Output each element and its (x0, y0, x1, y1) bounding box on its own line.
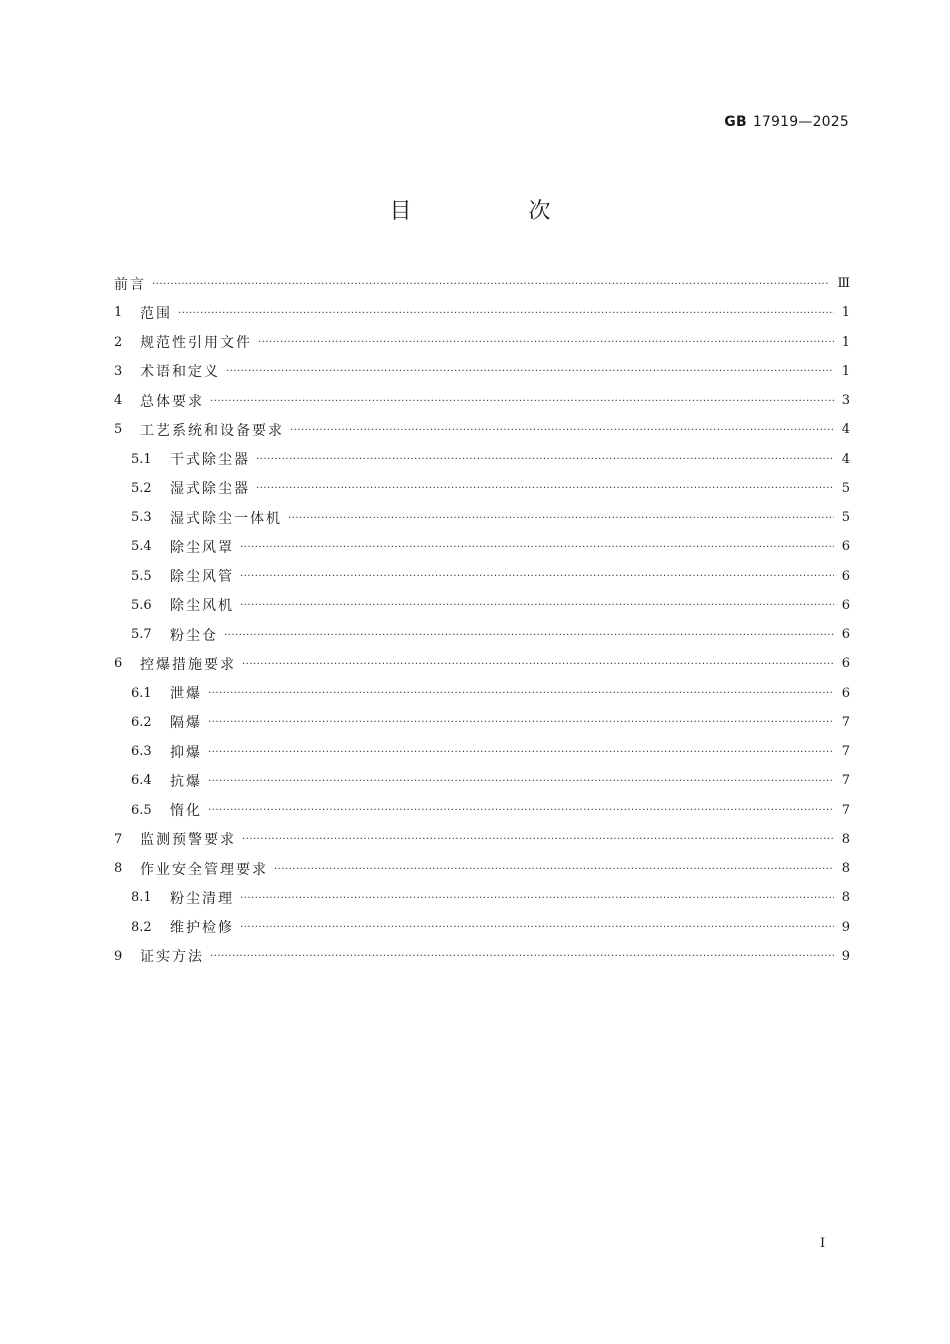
toc-entry-number: 7 (114, 831, 123, 847)
toc-entry-number: 5.3 (131, 510, 152, 526)
toc-entry-title: 除尘风管 (170, 569, 234, 586)
toc-entry-title: 作业安全管理要求 (140, 861, 268, 878)
toc-entry-title: 除尘风机 (170, 598, 234, 615)
toc-dot-leader (258, 338, 834, 348)
toc-entry-title: 术语和定义 (140, 364, 220, 381)
toc-dot-leader (224, 631, 834, 641)
toc-entry-number: 6.2 (131, 714, 152, 730)
toc-entry-number: 3 (114, 363, 123, 379)
toc-entry[interactable] (114, 883, 850, 912)
toc-dot-leader (240, 543, 834, 553)
toc-entry-number: 6.1 (131, 685, 152, 701)
toc-entry-page: 6 (841, 597, 850, 613)
toc-dot-leader (242, 835, 834, 845)
toc-entry-title: 规范性引用文件 (140, 335, 252, 352)
toc-entry-title: 抑爆 (170, 744, 202, 761)
toc-entry-page: 8 (841, 861, 850, 877)
toc-entry-number: 5.6 (131, 597, 152, 613)
toc-entry-page: 7 (841, 773, 850, 789)
toc-dot-leader (208, 777, 834, 787)
toc-entry-number: 5.2 (131, 480, 152, 496)
toc-entry-page: 9 (841, 919, 850, 935)
toc-entry-number: 6.4 (131, 773, 152, 789)
toc-entry-page: 5 (841, 510, 850, 526)
toc-entry-title: 干式除尘器 (170, 452, 250, 469)
toc-entry-number: 2 (114, 334, 123, 350)
toc-dot-leader (208, 718, 834, 728)
toc-entry[interactable] (114, 825, 850, 854)
toc-entry-number: 6.3 (131, 744, 152, 760)
toc-entry-page: 6 (841, 656, 850, 672)
toc-dot-leader (152, 280, 829, 290)
toc-entry-number: 6.5 (131, 802, 152, 818)
toc-entry-page: 1 (841, 363, 850, 379)
toc-entry-number: 6 (114, 656, 123, 672)
toc-entry-page: 7 (841, 714, 850, 730)
toc-entry[interactable] (114, 708, 850, 737)
toc-entry[interactable] (114, 942, 850, 971)
toc-entry-title: 除尘风罩 (170, 539, 234, 556)
toc-entry-title: 粉尘清理 (170, 890, 234, 907)
toc-dot-leader (210, 952, 834, 962)
toc-entry-number: 8.2 (131, 919, 152, 935)
toc-entry-number: 4 (114, 393, 123, 409)
standard-prefix: GB (724, 114, 747, 130)
toc-entry-page: 4 (841, 451, 850, 467)
toc-title: 目 次 (389, 199, 606, 224)
toc-entry[interactable] (114, 532, 850, 561)
toc-entry-title: 证实方法 (140, 949, 204, 966)
toc-entry[interactable] (114, 328, 850, 357)
table-of-contents (114, 269, 850, 971)
toc-entry-title: 总体要求 (140, 393, 204, 410)
toc-entry-title: 前言 (114, 276, 146, 293)
toc-entry[interactable] (114, 562, 850, 591)
toc-entry-page: 1 (841, 334, 850, 350)
toc-dot-leader (178, 309, 834, 319)
toc-dot-leader (208, 806, 834, 816)
toc-entry-page: 6 (841, 539, 850, 555)
toc-entry-number: 5.7 (131, 627, 152, 643)
toc-entry[interactable] (114, 620, 850, 649)
toc-entry-number: 9 (114, 948, 123, 964)
toc-entry[interactable] (114, 679, 850, 708)
toc-entry-title: 隔爆 (170, 715, 202, 732)
toc-entry[interactable] (114, 298, 850, 327)
standard-number: 17919—2025 (752, 114, 849, 130)
toc-dot-leader (240, 601, 834, 611)
toc-entry[interactable] (114, 766, 850, 795)
toc-entry-title: 泄爆 (170, 686, 202, 703)
toc-entry-number: 8.1 (131, 890, 152, 906)
toc-entry-page: 4 (841, 422, 850, 438)
toc-dot-leader (256, 455, 834, 465)
toc-entry-page: 1 (841, 305, 850, 321)
toc-dot-leader (242, 660, 834, 670)
toc-entry-number: 5.4 (131, 539, 152, 555)
toc-entry-number: 5.5 (131, 568, 152, 584)
toc-entry-page: 8 (841, 890, 850, 906)
toc-entry-page: 9 (841, 948, 850, 964)
toc-dot-leader (208, 748, 834, 758)
toc-entry-page: 8 (841, 831, 850, 847)
toc-dot-leader (256, 484, 834, 494)
toc-dot-leader (240, 894, 834, 904)
toc-entry-number: 5.1 (131, 451, 152, 467)
toc-entry-number: 8 (114, 861, 123, 877)
toc-entry-page: 5 (841, 480, 850, 496)
toc-entry-title: 工艺系统和设备要求 (140, 422, 284, 439)
toc-entry-title: 惰化 (170, 803, 202, 820)
toc-entry[interactable] (114, 386, 850, 415)
toc-entry[interactable] (114, 737, 850, 766)
toc-dot-leader (288, 514, 834, 524)
toc-entry[interactable] (114, 854, 850, 883)
toc-entry[interactable] (114, 913, 850, 942)
toc-dot-leader (240, 572, 834, 582)
toc-entry[interactable] (114, 591, 850, 620)
toc-entry-title: 湿式除尘一体机 (170, 510, 282, 527)
toc-entry-page: 6 (841, 685, 850, 701)
toc-entry[interactable] (114, 503, 850, 532)
toc-entry[interactable] (114, 474, 850, 503)
toc-entry-page: 6 (841, 568, 850, 584)
toc-dot-leader (240, 923, 834, 933)
toc-entry-page: Ⅲ (837, 276, 850, 292)
toc-entry-number: 5 (114, 422, 123, 438)
toc-entry-page: 3 (841, 393, 850, 409)
toc-entry-title: 范围 (140, 305, 172, 322)
toc-entry-title: 监测预警要求 (140, 832, 236, 849)
toc-entry[interactable] (114, 796, 850, 825)
toc-entry[interactable] (114, 415, 850, 444)
toc-entry-page: 6 (841, 627, 850, 643)
toc-dot-leader (226, 367, 834, 377)
standard-code (724, 114, 849, 130)
toc-entry-title: 湿式除尘器 (170, 481, 250, 498)
toc-dot-leader (208, 689, 834, 699)
toc-dot-leader (210, 397, 834, 407)
toc-entry[interactable] (114, 269, 850, 298)
toc-entry-title: 控爆措施要求 (140, 656, 236, 673)
toc-entry-number: 1 (114, 305, 123, 321)
toc-entry-page: 7 (841, 744, 850, 760)
toc-entry-page: 7 (841, 802, 850, 818)
toc-entry-title: 抗爆 (170, 773, 202, 790)
toc-entry[interactable] (114, 649, 850, 678)
toc-entry-title: 维护检修 (170, 920, 234, 937)
toc-dot-leader (274, 865, 834, 875)
page-number: Ⅰ (820, 1236, 826, 1251)
toc-entry[interactable] (114, 445, 850, 474)
toc-entry-title: 粉尘仓 (170, 627, 218, 644)
toc-entry[interactable] (114, 357, 850, 386)
toc-dot-leader (290, 426, 834, 436)
